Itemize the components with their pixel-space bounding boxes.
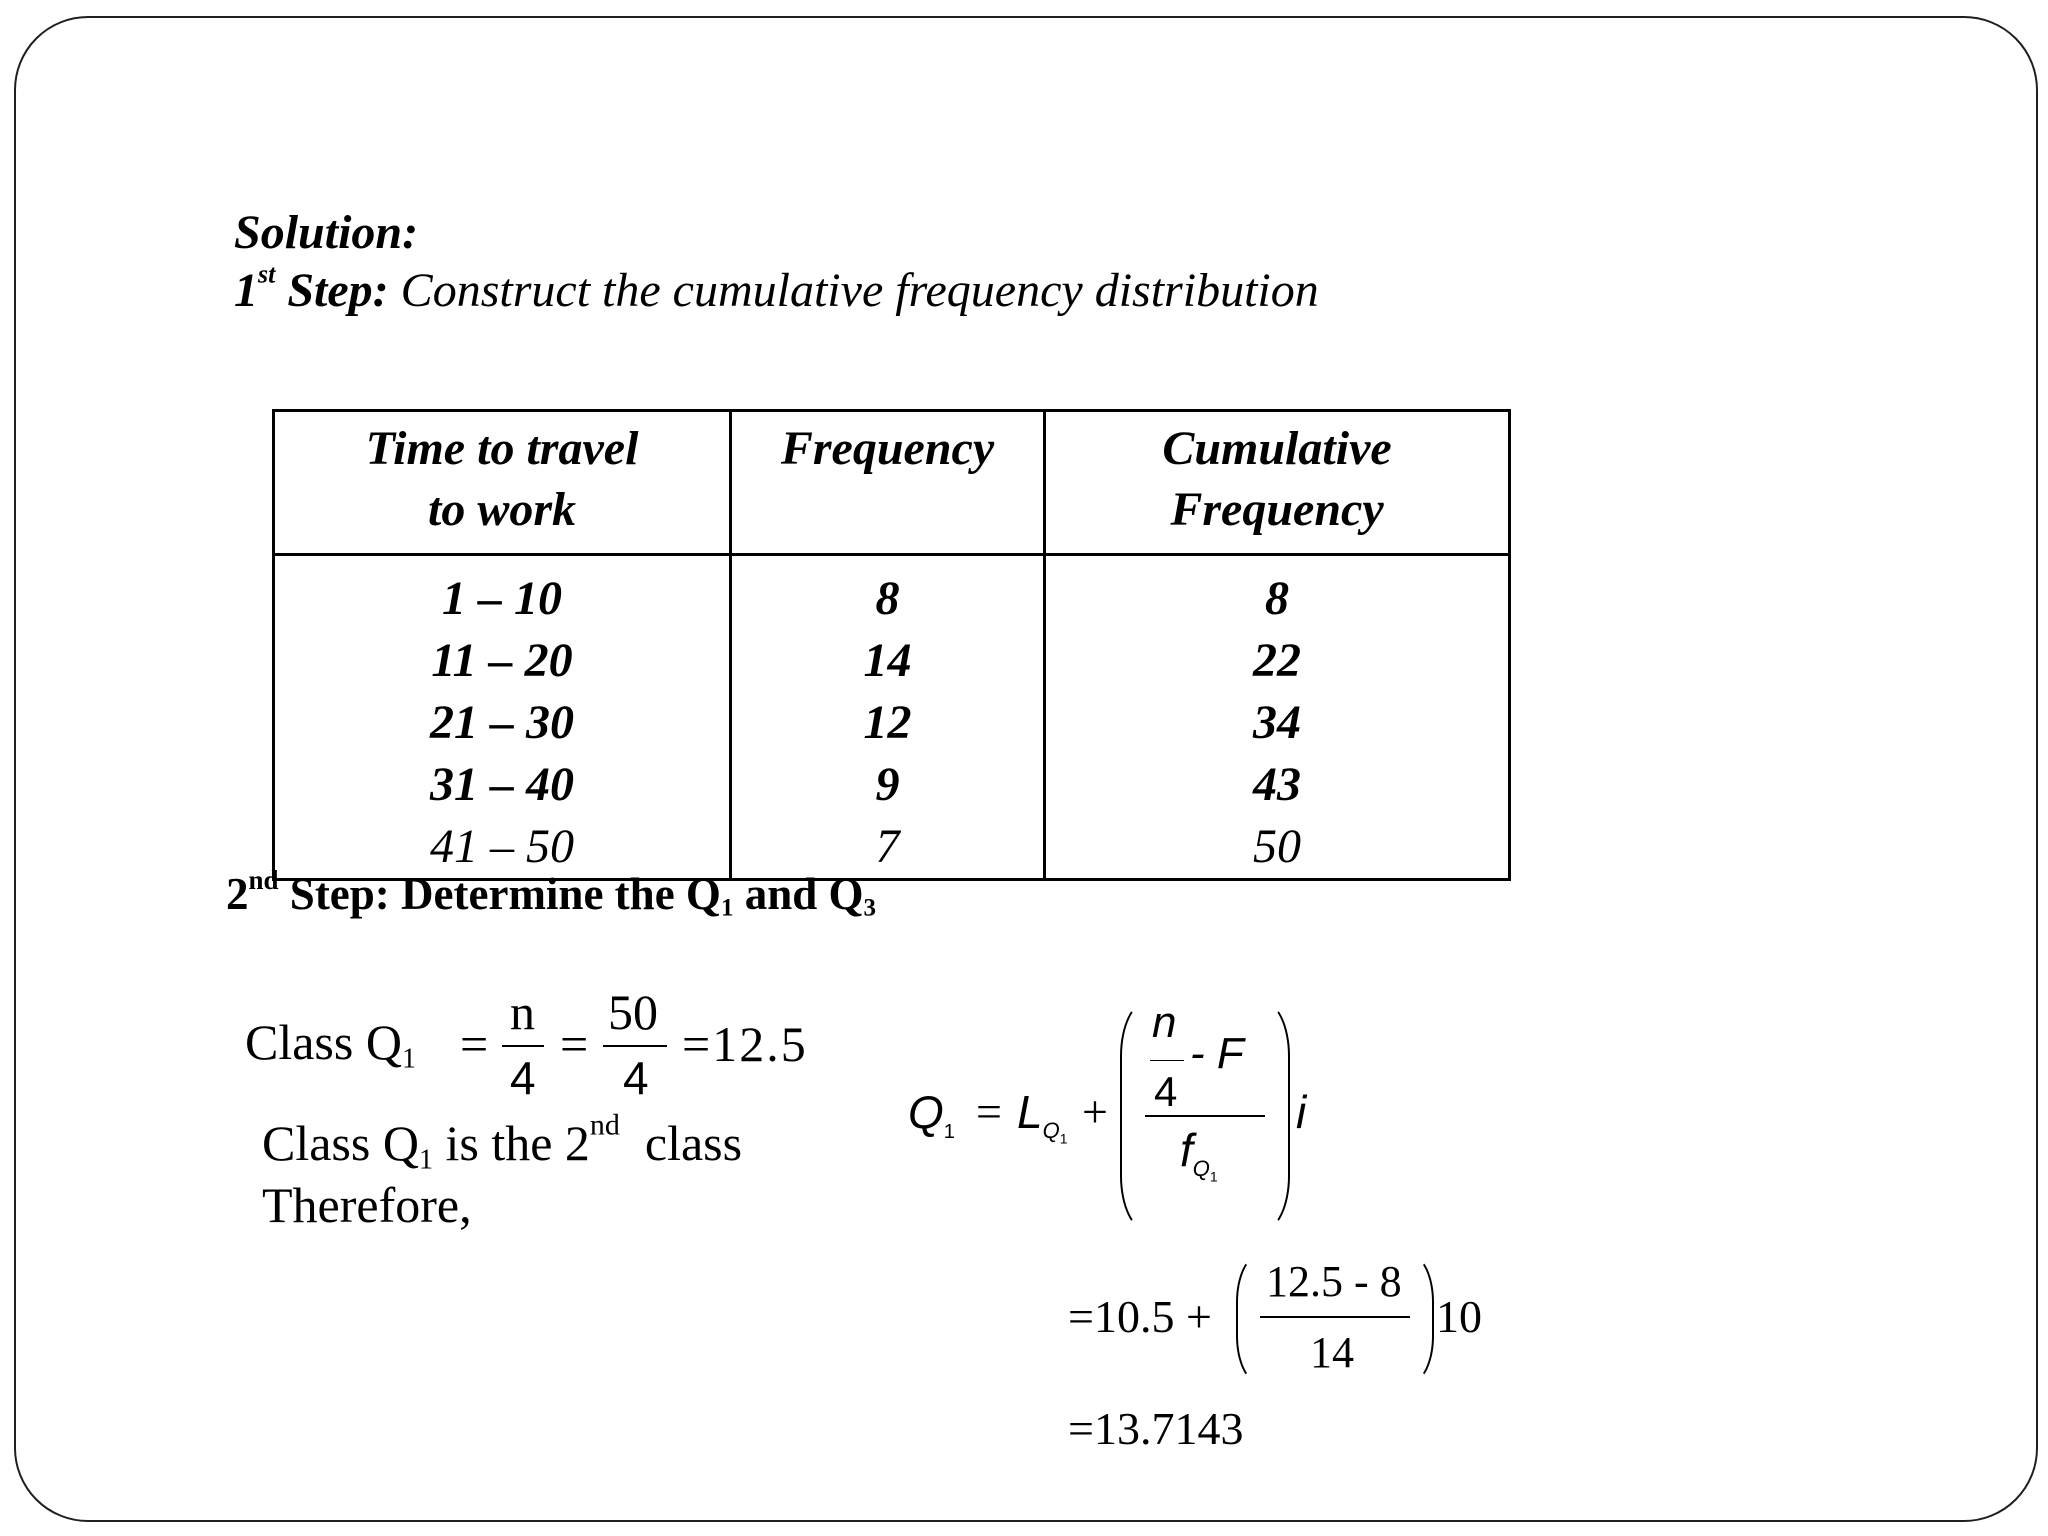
fraction-bar xyxy=(502,1045,544,1047)
calc-line1: =10.5 + xyxy=(1068,1291,1212,1342)
class-q1-four-b: 4 xyxy=(623,1052,649,1104)
header-frequency: Frequency xyxy=(731,411,1045,555)
calc-denominator: 14 xyxy=(1310,1328,1354,1377)
table-cell: 34 xyxy=(1045,692,1510,754)
table-row xyxy=(274,630,1510,692)
table-cell: 8 xyxy=(1045,555,1510,631)
solution-heading: Solution: xyxy=(234,206,419,259)
calc-result: =13.7143 xyxy=(1068,1403,1244,1454)
fraction-bar xyxy=(1150,1060,1184,1061)
class-q1-result: =12.5 xyxy=(682,1016,808,1072)
calc-multiplier: 10 xyxy=(1436,1291,1482,1342)
left-paren xyxy=(1120,1000,1148,1232)
table-cell: 8 xyxy=(731,555,1045,631)
formula-f: $f_{Q_1}$ xyxy=(1180,1124,1218,1185)
class-q1-n: n xyxy=(510,984,535,1040)
table-cell: 14 xyxy=(731,630,1045,692)
formula-q: $Q_1$ xyxy=(908,1086,955,1144)
table-cell: 9 xyxy=(731,754,1045,816)
step1-label: Step: xyxy=(287,264,389,317)
formula-minus-f: - F xyxy=(1190,1029,1244,1078)
class-q1-fifty: 50 xyxy=(608,984,658,1040)
header-time: Time to travel to work xyxy=(274,411,731,555)
formula-plus: + xyxy=(1082,1086,1108,1137)
formula-four: 4 xyxy=(1154,1068,1178,1115)
calc-numerator: 12.5 - 8 xyxy=(1266,1257,1402,1306)
formula-n: n xyxy=(1152,998,1177,1047)
cumulative-frequency-table xyxy=(272,409,1511,881)
right-paren xyxy=(1262,1000,1290,1232)
fraction-bar xyxy=(603,1045,667,1047)
table-cell: 43 xyxy=(1045,754,1510,816)
header-cumulative: Cumulative Frequency xyxy=(1045,411,1510,555)
table-row xyxy=(274,555,1510,631)
fraction-bar xyxy=(1145,1115,1265,1117)
class-q1-statement: Class $Q_1$ is the 2nd class xyxy=(262,1108,743,1176)
step2-heading: 2nd Step: Determine the $Q_1$ and $Q_3$ xyxy=(226,864,876,922)
table-cell: 41 – 50 xyxy=(274,816,731,880)
step1-number: 1 xyxy=(234,264,258,317)
class-q1-label: Class $Q_1$ xyxy=(245,1014,416,1075)
formula-i: i xyxy=(1296,1086,1307,1138)
table-cell: 11 – 20 xyxy=(274,630,731,692)
table-cell: 7 xyxy=(731,816,1045,880)
table-cell: 50 xyxy=(1045,816,1510,880)
formula-l: $L_{Q_1}$ xyxy=(1017,1086,1068,1147)
step1-line xyxy=(234,259,1319,318)
class-q1-four-a: 4 xyxy=(510,1052,536,1104)
table-cell: 1 – 10 xyxy=(274,555,731,631)
step1-superscript: st xyxy=(258,259,276,289)
table-row xyxy=(274,754,1510,816)
table-cell: 21 – 30 xyxy=(274,692,731,754)
class-q1-eq2: = xyxy=(560,1016,589,1072)
table-cell: 12 xyxy=(731,692,1045,754)
table-row xyxy=(274,692,1510,754)
table-header-row xyxy=(274,411,1510,555)
table-cell: 22 xyxy=(1045,630,1510,692)
step1-text: Construct the cumulative frequency distribution xyxy=(400,264,1319,317)
table-cell: 31 – 40 xyxy=(274,754,731,816)
class-q1-eq1: = xyxy=(460,1016,489,1072)
therefore-text: Therefore, xyxy=(262,1177,472,1233)
fraction-bar xyxy=(1260,1316,1410,1318)
formula-eq: = xyxy=(976,1086,1002,1137)
